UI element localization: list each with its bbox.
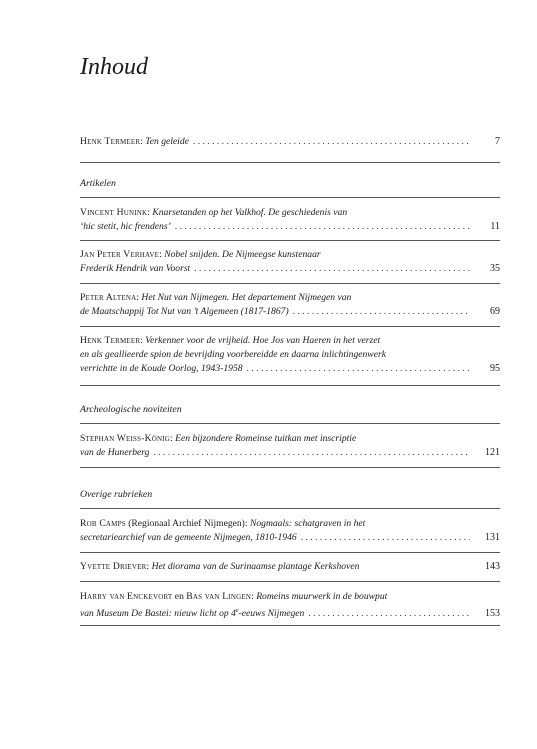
entry-author: Henk Termeer bbox=[80, 136, 141, 147]
entry-title-cont: -eeuws Nijmegen bbox=[238, 608, 305, 620]
entry-title-cont: verrichtte in de Koude Oorlog, 1943-1958 bbox=[80, 363, 243, 374]
entry-author: Vincent Hunink bbox=[80, 207, 148, 218]
divider bbox=[80, 625, 500, 626]
section-heading-artikelen: Artikelen bbox=[80, 178, 116, 189]
toc-entry bbox=[80, 517, 500, 545]
toc-entry: Henk Termeer: Ten geleide . . . 7 bbox=[80, 135, 500, 149]
page-number: 35 bbox=[490, 263, 500, 274]
entry-title: Ten geleide bbox=[145, 136, 189, 147]
entry-author: Peter Altena bbox=[80, 292, 137, 303]
entry-title-cont: ‘hic stetit, hic frendens’ bbox=[80, 221, 171, 232]
entry-author: Bas van Lingen bbox=[186, 591, 252, 602]
page-number: 69 bbox=[490, 306, 500, 317]
entry-title-cont: van de Hunerberg bbox=[80, 447, 150, 458]
toc-entry: Yvette Driever: Het diorama van de Surinaamse plantage Kerkshoven 143 bbox=[80, 561, 500, 572]
entry-affiliation: (Regionaal Archief Nijmegen): bbox=[125, 518, 250, 529]
toc-entry: Stephan Weiss-König: Een bijzondere Romeinse tuitkan met inscriptie van de Hunerberg . . . 121 bbox=[80, 432, 500, 460]
page-number: 143 bbox=[485, 561, 500, 572]
divider bbox=[80, 197, 500, 198]
entry-title: Het diorama van de Surinaamse plantage Kerkshoven bbox=[151, 561, 360, 572]
divider bbox=[80, 162, 500, 163]
section-heading-archeologie: Archeologische noviteiten bbox=[80, 404, 182, 415]
entry-author: Stephan Weiss-König bbox=[80, 433, 171, 444]
entry-title-cont: de Maatschappij Tot Nut van ’t Algemeen (1817-1867) bbox=[80, 306, 289, 317]
dot-leader bbox=[308, 607, 470, 621]
divider bbox=[80, 423, 500, 424]
entry-title: Nobel snijden. De Nijmeegse kunstenaar bbox=[164, 249, 321, 260]
entry-title: Romeins muurwerk in de bouwput bbox=[256, 591, 388, 602]
entry-author: Jan Peter Verhave bbox=[80, 249, 160, 260]
entry-title: Knarsetanden op het Valkhof. De geschiedenis van bbox=[152, 207, 348, 218]
entry-title: Een bijzondere Romeinse tuitkan met inscriptie bbox=[175, 433, 357, 444]
dot-leader bbox=[153, 446, 470, 460]
entry-title-cont: secretariearchief van de gemeente Nijmegen, 1810-1946 bbox=[80, 532, 297, 543]
dot-leader bbox=[247, 362, 470, 376]
divider bbox=[80, 552, 500, 553]
entry-author: Rob Camps bbox=[80, 518, 126, 529]
divider bbox=[80, 581, 500, 582]
page-number: 153 bbox=[485, 608, 500, 620]
divider bbox=[80, 385, 500, 386]
entry-author: Henk Termeer bbox=[80, 335, 141, 346]
divider bbox=[80, 508, 500, 509]
entry-title: Het Nut van Nijmegen. Het departement Nijmegen van bbox=[141, 292, 352, 303]
entry-title-cont: Frederik Hendrik van Voorst bbox=[80, 263, 191, 274]
dot-leader bbox=[193, 135, 470, 149]
divider bbox=[80, 283, 500, 284]
entry-title-cont: en als geallieerde spion de bevrijding voorbereidde en daarna inlichtingenwerk bbox=[80, 349, 386, 360]
entry-conjunction: en bbox=[172, 591, 187, 602]
page-number: 121 bbox=[485, 447, 500, 458]
toc-entry: Harry van Enckevort en Bas van Lingen: Romeins muurwerk in de bouwput van Museum De Bastei: nieuw licht op 4e-eeuws Nijmegen . . . 153 bbox=[80, 590, 500, 621]
section-heading-overige: Overige rubrieken bbox=[80, 489, 153, 500]
page-number: 11 bbox=[490, 221, 500, 232]
dot-leader bbox=[194, 262, 470, 276]
toc-entry: Jan Peter Verhave: Nobel snijden. De Nijmeegse kunstenaar Frederik Hendrik van Voorst . . . 35 bbox=[80, 248, 500, 276]
entry-author: Yvette Driever bbox=[80, 561, 147, 572]
entry-title: Nogmaals: schatgraven in het bbox=[249, 518, 366, 529]
dot-leader bbox=[175, 220, 470, 234]
page-title: Inhoud bbox=[80, 54, 148, 80]
superscript: e bbox=[235, 608, 239, 614]
entry-title: Verkenner voor de vrijheid. Hoe Jos van Haeren in het verzet bbox=[145, 335, 381, 346]
divider bbox=[80, 326, 500, 327]
toc-entry: Henk Termeer: Verkenner voor de vrijheid. Hoe Jos van Haeren in het verzet en als geallieerde spion de bevrijding voorbereidde en daarna inlichtingenwerk verrichtte in de Koude Oorlog, 1943-1958 . . . 95 bbox=[80, 334, 500, 376]
page-number: 7 bbox=[495, 136, 500, 147]
entry-title-cont: van Museum De Bastei: nieuw licht op 4 bbox=[80, 608, 236, 620]
dot-leader bbox=[293, 305, 470, 319]
page-number: 95 bbox=[490, 363, 500, 374]
toc-entry: Vincent Hunink: Knarsetanden op het Valkhof. De geschiedenis van ‘hic stetit, hic frendens’ . . . 11 bbox=[80, 206, 500, 234]
page-number: 131 bbox=[485, 532, 500, 543]
dot-leader bbox=[301, 531, 470, 545]
toc-entry: Peter Altena: Het Nut van Nijmegen. Het departement Nijmegen van de Maatschappij Tot Nut van ’t Algemeen (1817-1867) . . . 69 bbox=[80, 291, 500, 319]
divider bbox=[80, 467, 500, 468]
entry-author: Harry van Enckevort bbox=[80, 591, 173, 602]
divider bbox=[80, 240, 500, 241]
